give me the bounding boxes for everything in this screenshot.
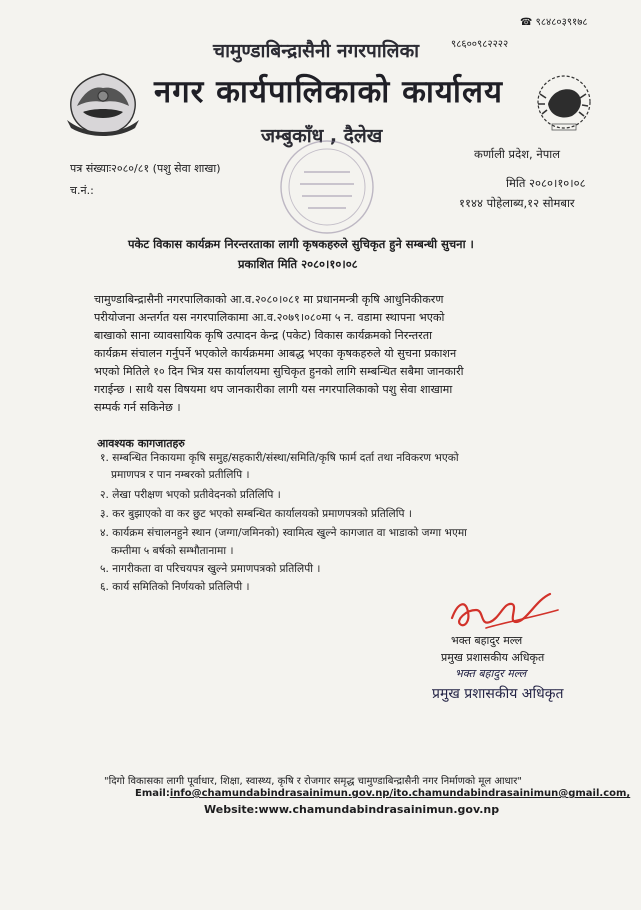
- footer-website[interactable]: Website:www.chamundabindrasainimun.gov.np: [204, 803, 500, 816]
- footer-email: [135, 788, 630, 799]
- office-location: जम्बुकाँध , दैलेख: [261, 125, 383, 147]
- municipality-name: चामुण्डाबिन्द्रासैनी नगरपालिका: [213, 40, 420, 62]
- official-stamp: [278, 138, 376, 236]
- office-title: नगर कार्यपालिकाको कार्यालय: [154, 74, 503, 110]
- document-item: ६. कार्य समितिको निर्णयको प्रतिलिपी ।: [100, 581, 250, 593]
- body-line: परीयोजना अन्तर्गत यस नगरपालिकामा आ.व.२०७९।०८०मा ५ न. वडामा स्थापना भएको: [94, 311, 445, 324]
- notice-body: [94, 292, 594, 418]
- body-line: बाखाको साना व्यावसायिक कृषि उत्पादन केन्द्र (पकेट) विकास कार्यक्रमको निरन्तरता: [94, 329, 433, 342]
- documents-heading: आवश्यक कागजातहरु: [97, 437, 185, 450]
- province-name: कर्णाली प्रदेश, नेपाल: [474, 147, 561, 161]
- body-line: सम्पर्क गर्न सकिनेछ ।: [94, 401, 181, 414]
- signatory-title: प्रमुख प्रशासकीय अधिकृत: [441, 651, 545, 664]
- body-line: चामुण्डाबिन्द्रासैनी नगरपालिकाको आ.व.२०८०।०८१ मा प्रधानमन्त्री कृषि आधुनिकीकरण: [94, 293, 444, 306]
- phone-number: ☎ ९८४८०३९१७८: [520, 17, 588, 28]
- notice-title: पकेट विकास कार्यक्रम निरन्तरताका लागी कृषकहरुले सुचिकृत हुने सम्बन्धी सुचना ।: [128, 237, 474, 251]
- signatory-name-handwritten: भक्त बहादुर मल्ल: [455, 667, 527, 680]
- footer-motto: "दिगो विकासका लागी पूर्वाधार, शिक्षा, स्वास्थ्य, कृषि र रोजगार समृद्ध चामुण्डाबिन्द्रासैनी नगर निर्माणको मूल आधार": [104, 776, 522, 787]
- reference-number: च.नं.:: [70, 184, 94, 197]
- document-item: २. लेखा परीक्षण भएको प्रतीवेदनको प्रतिलिपि ।: [100, 489, 281, 501]
- letter-number: पत्र संख्याः२०८०/८१ (पशु सेवा शाखा): [70, 162, 221, 175]
- document-item: कम्तीमा ५ बर्षको सम्भौतानामा ।: [111, 545, 234, 557]
- body-line: गराईन्छ । साथै यस विषयमा थप जानकारीका लागी यस नगरपालिकाको पशु सेवा शाखामा: [94, 383, 453, 396]
- email-label: Email:: [135, 788, 170, 799]
- document-item: ४. कार्यक्रम संचालनहुने स्थान (जग्गा/जमिनको) स्वामित्व खुल्ने कागजात वा भाडाको जग्गा भएमा: [100, 527, 467, 539]
- nepal-emblem-logo: [63, 72, 143, 138]
- document-item: प्रमाणपत्र र पान नम्बरको प्रतीलिपि ।: [111, 469, 250, 481]
- published-date: प्रकाशित मिति २०८०।१०।०८: [238, 257, 358, 271]
- body-line: कार्यक्रम संचालन गर्नुपर्ने भएकोले कार्यक्रममा आबद्ध भएका कृषकहरुले यो सुचना प्रकाशन: [94, 347, 457, 360]
- municipality-phone: ९८६००९८२२२२: [451, 39, 509, 50]
- document-item: ३. कर बुझाएको वा कर छुट भएको सम्बन्धित कार्यालयको प्रमाणपत्रको प्रतिलिपि ।: [100, 508, 412, 520]
- handwritten-signature: [446, 588, 566, 636]
- document-item: १. सम्बन्धित निकायमा कृषि समुह/सहकारी/संस्था/समिति/कृषि फार्म दर्ता तथा नविकरण भएको: [100, 452, 459, 464]
- signatory-name: भक्त बहादुर मल्ल: [451, 634, 523, 647]
- email-link[interactable]: info@chamundabindrasainimun.gov.np/ito.chamundabindrasainimun@gmail.com,: [169, 788, 631, 799]
- signatory-title-handwritten: प्रमुख प्रशासकीय अधिकृत: [432, 686, 564, 702]
- document-item: ५. नागरीकता वा परिचयपत्र खुल्ने प्रमाणपत्रको प्रतिलिपी ।: [100, 563, 321, 575]
- letter-date: मिति २०८०।१०।०८: [506, 176, 586, 190]
- body-line: भएको मितिले १० दिन भित्र यस कार्यालयमा सुचिकृत हुनको लागि सम्बन्धित सबैमा जानकारी: [94, 365, 464, 378]
- letter-date-alt: ११४४ पोहेलाब्य,१२ सोमबार: [459, 196, 575, 210]
- municipality-logo: [528, 74, 600, 134]
